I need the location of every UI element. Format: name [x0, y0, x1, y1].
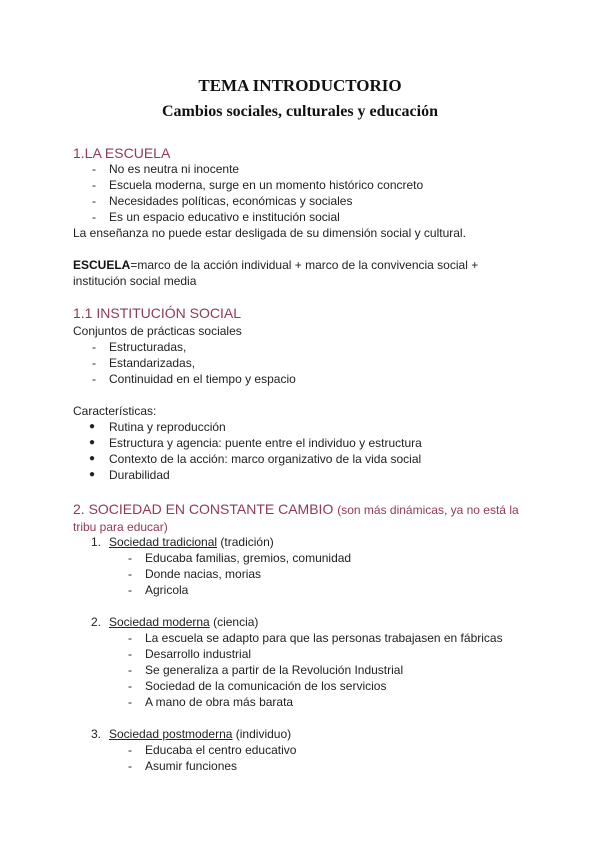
society-name: Sociedad postmoderna: [109, 727, 233, 741]
list-item: Sociedad de la comunicación de los servicios: [145, 679, 387, 693]
dash-marker: -: [92, 162, 96, 176]
section-heading-la-escuela: 1.LA ESCUELA: [73, 145, 171, 161]
definition-term: ESCUELA: [73, 258, 131, 272]
list-item: Educaba el centro educativo: [145, 743, 297, 757]
list-item: Estructura y agencia: puente entre el individuo y estructura: [109, 436, 422, 450]
section-heading-note: (son más dinámicas, ya no está la: [337, 503, 519, 517]
list-item: Continuidad en el tiempo y espacio: [109, 372, 296, 386]
definition-text: =marco de la acción individual + marco de la convivencia social +: [130, 258, 479, 272]
paragraph: Conjuntos de prácticas sociales: [73, 324, 242, 338]
section-heading-institucion-social: 1.1 INSTITUCIÓN SOCIAL: [73, 305, 242, 321]
list-number: 1.: [91, 535, 102, 549]
list-item: Asumir funciones: [145, 759, 238, 773]
dash-marker: -: [92, 210, 96, 224]
dash-marker: -: [128, 663, 132, 677]
society-name: Sociedad moderna: [109, 615, 210, 629]
bullet-marker: ●: [89, 437, 96, 448]
society-heading: [109, 614, 258, 630]
escuela-definition: [73, 257, 478, 273]
list-item: Estructuradas,: [109, 340, 187, 354]
section-heading-note-text: tribu para educar): [73, 520, 168, 534]
section-heading-text: 2. SOCIEDAD EN CONSTANTE CAMBIO: [73, 501, 334, 517]
society-heading: [109, 534, 274, 550]
dash-marker: -: [92, 340, 96, 354]
document-subtitle: Cambios sociales, culturales y educación: [162, 103, 438, 120]
society-note: (individuo): [235, 727, 292, 741]
dash-marker: -: [128, 567, 132, 581]
dash-marker: -: [128, 759, 132, 773]
list-item: No es neutra ni inocente: [109, 162, 240, 176]
caracteristicas-label: Características:: [73, 404, 157, 418]
dash-marker: -: [128, 631, 132, 645]
list-item: La escuela se adapto para que las personas trabajasen en fábricas: [145, 631, 503, 645]
definition-text-continued: institución social media: [73, 274, 197, 288]
dash-marker: -: [128, 583, 132, 597]
list-item: Estandarizadas,: [109, 356, 196, 370]
list-item: Es un espacio educativo e institución social: [109, 210, 340, 224]
dash-marker: -: [92, 372, 96, 386]
dash-marker: -: [128, 679, 132, 693]
bullet-marker: ●: [89, 453, 96, 464]
list-item: Se generaliza a partir de la Revolución Industrial: [145, 663, 404, 677]
dash-marker: -: [128, 647, 132, 661]
dash-marker: -: [128, 695, 132, 709]
list-item: Desarrollo industrial: [145, 647, 252, 661]
paragraph: La enseñanza no puede estar desligada de su dimensión social y cultural.: [73, 226, 466, 240]
list-item: Necesidades políticas, económicas y sociales: [109, 194, 353, 208]
society-note: (tradición): [220, 535, 274, 549]
dash-marker: -: [128, 743, 132, 757]
list-item: Rutina y reproducción: [109, 420, 226, 434]
list-item: Donde nacias, morias: [145, 567, 262, 581]
document-title: TEMA INTRODUCTORIO: [198, 76, 402, 95]
list-item: Educaba familias, gremios, comunidad: [145, 551, 352, 565]
list-number: 2.: [91, 615, 102, 629]
society-name: Sociedad tradicional: [109, 535, 218, 549]
list-item: Agricola: [145, 583, 189, 597]
society-heading: [109, 726, 291, 742]
list-item: Durabilidad: [109, 468, 170, 482]
list-number: 3.: [91, 727, 102, 741]
list-item: A mano de obra más barata: [145, 695, 294, 709]
list-item: Escuela moderna, surge en un momento histórico concreto: [109, 178, 424, 192]
list-item: Contexto de la acción: marco organizativo de la vida social: [109, 452, 422, 466]
society-note: (ciencia): [213, 615, 259, 629]
dash-marker: -: [92, 356, 96, 370]
bullet-marker: ●: [89, 469, 96, 480]
bullet-marker: ●: [89, 421, 96, 432]
dash-marker: -: [92, 194, 96, 208]
dash-marker: -: [128, 551, 132, 565]
dash-marker: -: [92, 178, 96, 192]
